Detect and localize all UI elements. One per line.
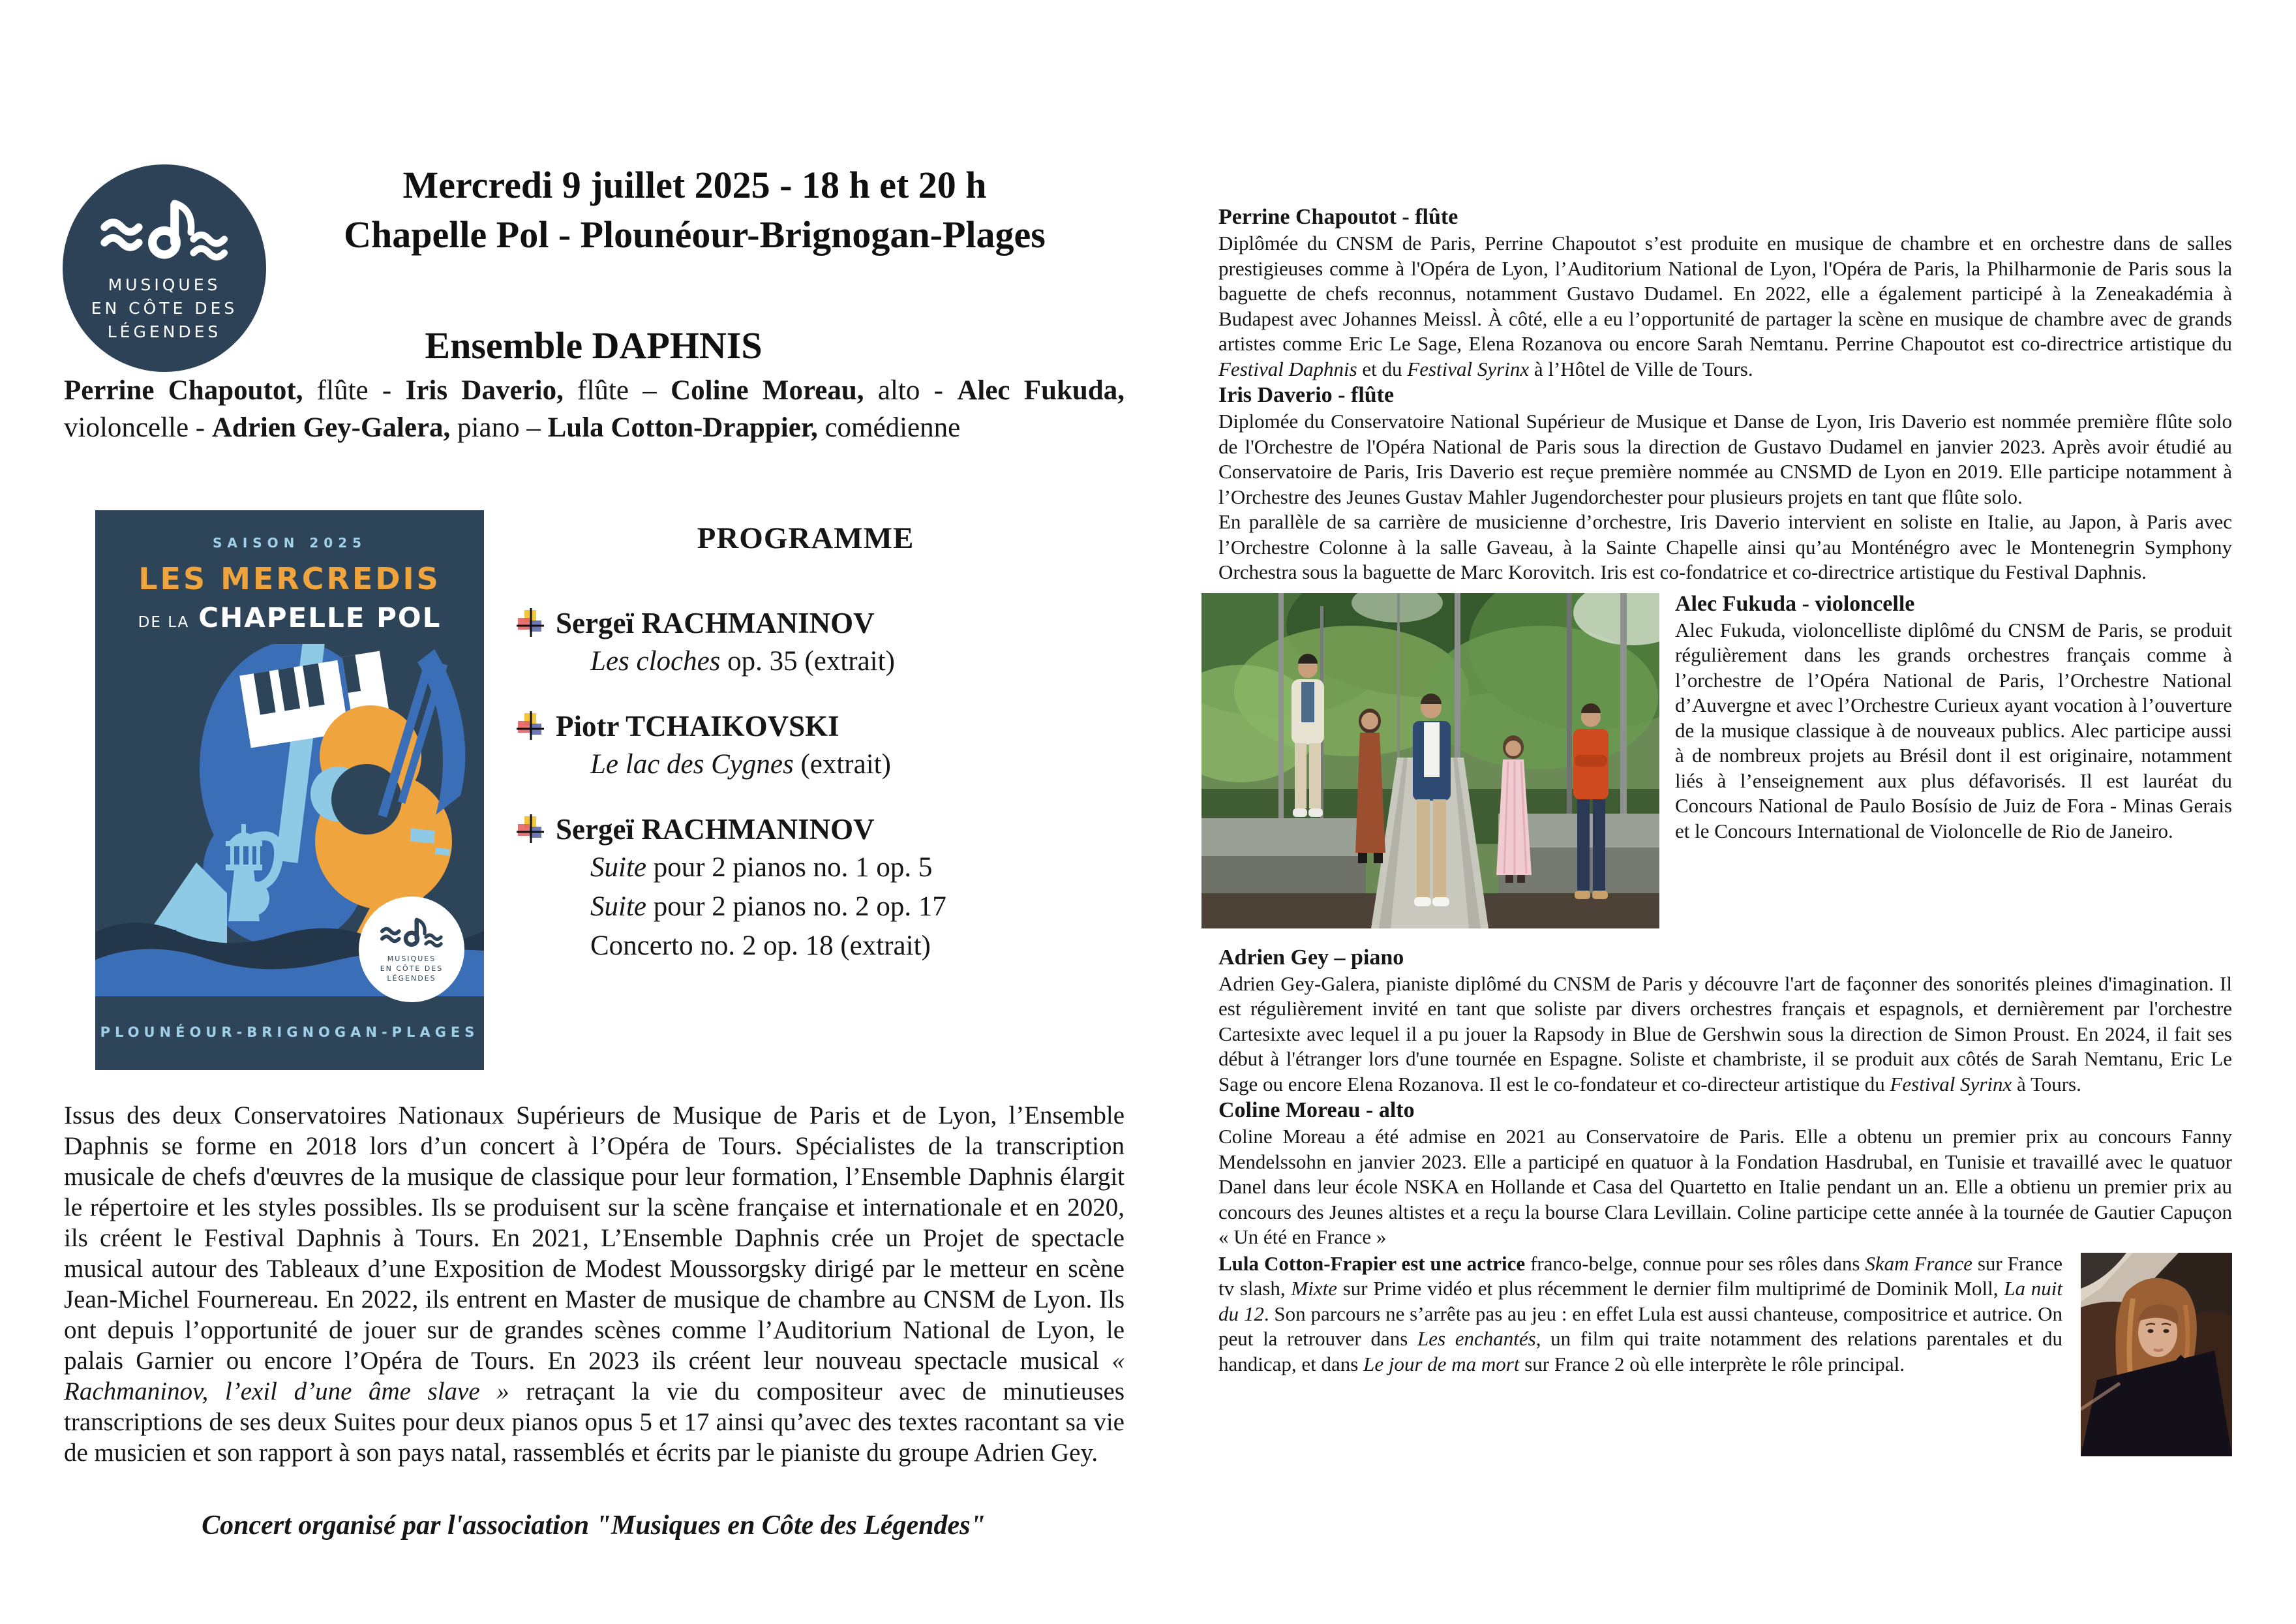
composer-name: Sergeï RACHMANINOV xyxy=(556,607,875,639)
poster-logo-badge xyxy=(359,896,464,1002)
poster-footer-town: PLOUNÉOUR-BRIGNOGAN-PLAGES xyxy=(100,1024,479,1040)
bio-perrine-text: Diplômée du CNSM de Paris, Perrine Chapoutot s’est produite en musique de chambre et en orchestre dans de salles prestigieuses comme à l'Opéra de Lyon, l’Auditorium National de Lyon, l'Opéra de Paris, la Philharmonie de Paris sous la baguette de chefs reconnus, notamment Gustavo Dudamel. En 2022, elle a également participé à la Zeneakadémia à Budapest avec Johannes Meissl. À côté, elle a eu l’opportunité de partager la scène en musique de chambre avec de grands artistes comme Eric Le Sage, Elena Rozanova ou encore Sarah Nemtanu. Perrine Chapoutot est co-directrice artistique du Festival Daphnis et du Festival Syrinx à l’Hôtel de Ville de Tours. xyxy=(1218,232,2232,380)
about-paragraph: Issus des deux Conservatoires Nationaux Supérieurs de Musique de Paris et de Lyon, l’Ensemble Daphnis se forme en 2018 lors d’un concert à l’Opéra de Tours. Spécialistes de la transcription musicale de chefs d'œuvres de la musique de classique pour leur formation, l’Ensemble Daphnis élargit le répertoire et les styles possibles. Ils se produisent sur la scène française et internationale et en 2020, ils créent le Festival Daphnis à Tours. En 2021, L’Ensemble Daphnis crée un Projet de spectacle musical autour des Tableaux d’une Exposition de Modest Moussorgsky dirigé par le metteur en scène Jean-Michel Fournereau. En 2022, ils entrent en Master de musique de chambre au CNSM de Lyon. Ils ont depuis l’opportunité de jouer sur de grandes scènes comme l’Auditorium National de Lyon, le palais Garnier ou encore l’Opéra de Tours. En 2023 ils créent leur nouveau spectacle musical « Rachmaninov, l’exil d’une âme slave » retraçant la vie du compositeur avec de minutieuses transcriptions de ses deux Suites pour deux pianos opus 5 et 17 ainsi qu’avec des textes racontant sa vie de musicien et son rapport à son pays natal, rassemblés et écrits par le pianiste du groupe Adrien Gey. xyxy=(64,1101,1125,1467)
bio-alec-text: Alec Fukuda, violoncelliste diplômé du CNSM de Paris, se produit régulièrement dans les grands orchestres français comme à l’orchestre de l’Opéra National de Paris, l’Orchestre National d’Auvergne et avec l’Orchestre Curieux ayant vocation à l’ouverture de la musique classique à de nouveaux publics. Alec participe aussi à de nombreux projets au Brésil dont il est originaire, notamment liés à l’enseignement aux plus défavorisés. Il est lauréat du Concours National de Paulo Bosísio de Juiz de Fora - Minas Gerais et le Concours International de Violoncelle de Rio de Janeiro. xyxy=(1675,618,2232,842)
composer-line xyxy=(515,810,1128,848)
photo-and-alec-row xyxy=(1218,590,2232,944)
event-venue-line: Chapelle Pol - Plounéour-Brignogan-Plages xyxy=(344,213,1046,256)
poster-title-chapelle-pol: CHAPELLE POL xyxy=(198,602,442,634)
poster-title-line1: LES MERCREDIS xyxy=(138,561,441,596)
credit-line: Concert organisé par l'association "Musiques en Côte des Légendes" xyxy=(202,1510,986,1540)
programme-heading: PROGRAMME xyxy=(697,521,914,555)
colored-squares-bullet-icon xyxy=(515,814,545,844)
bio-lula-section xyxy=(1218,1251,2232,1377)
event-header xyxy=(261,161,1128,260)
bio-iris-text: Diplomée du Conservatoire National Supérieur de Musique et Danse de Lyon, Iris Daverio est nommée première flûte solo de l'Orchestre de l'Opéra National de Paris sous la direction de Gustavo Dudamel en janvier 2023. Après avoir étudié au Conservatoire de Paris, Iris Daverio est reçue première nommée au CNSMD de Lyon en 2019. Elle participe notamment à l’Orchestre des Jeunes Gustav Mahler Jugendorchester pour plusieurs projets en tant que flûte solo. xyxy=(1218,410,2232,508)
programme-list xyxy=(515,604,1128,992)
bio-perrine-heading: Perrine Chapoutot - flûte xyxy=(1218,205,1458,229)
bio-adrien-text: Adrien Gey-Galera, pianiste diplômé du CNSM de Paris y découvre l'art de façonner des sonorités pleines d'imagination. Il est régulièrement invité en tant que soliste par divers orchestres français et espagnols, et dernièrement par l'orchestre Cartesixte avec lequel il a pu jouer la Rapsody in Blue de Gershwin sous la direction de Simon Proust. En 2024, il fait ses début à l'étranger lors d'une tournée en Espagne. Soliste et chambriste, il se produit aux côtés de Sarah Nemtanu, Eric Le Sage ou encore Elena Rozanova. Il est le co-fondateur et co-directeur artistique du Festival Syrinx à Tours. xyxy=(1218,972,2232,1095)
work-line: Suite pour 2 pianos no. 2 op. 17 xyxy=(590,891,946,922)
ensemble-group-photo xyxy=(1201,593,1659,928)
colored-squares-bullet-icon xyxy=(515,711,545,741)
bios-column xyxy=(1218,204,2232,1456)
work-line: Le lac des Cygnes (extrait) xyxy=(590,749,891,780)
work-line: Suite pour 2 pianos no. 1 op. 5 xyxy=(590,852,933,883)
event-date-line: Mercredi 9 juillet 2025 - 18 h et 20 h xyxy=(402,164,987,206)
poster-season-label: SAISON 2025 xyxy=(212,535,367,551)
bio-alec-block xyxy=(1675,590,2232,844)
poster-title-de-la: DE LA xyxy=(138,614,190,631)
work-line: Les cloches op. 35 (extrait) xyxy=(590,646,895,677)
programme-item xyxy=(515,707,1128,784)
bio-iris-heading: Iris Daverio - flûte xyxy=(1218,383,1395,407)
music-note-waves-icon xyxy=(96,196,233,273)
composer-name: Piotr TCHAIKOVSKI xyxy=(556,710,839,743)
poster-title-line2 xyxy=(95,602,484,634)
logo-text-line: LÉGENDES xyxy=(107,322,222,341)
music-note-waves-icon xyxy=(378,916,446,954)
lula-portrait-photo xyxy=(2081,1253,2232,1456)
bio-adrien-heading: Adrien Gey – piano xyxy=(1218,945,1404,970)
badge-text-line: EN CÔTE DES xyxy=(380,964,444,973)
bio-iris-text: En parallèle de sa carrière de musicienne d’orchestre, Iris Daverio intervient en soliste en Italie, au Japon, à Paris avec l’Orchestre Colonne à la salle Gaveau, à la Sainte Chapelle ainsi qu’au Monténégro avec le Montenegrin Symphony Orchestra sous la baguette de Marc Korovitch. Iris est co-fondatrice et co-directrice artistique du Festival Daphnis. xyxy=(1218,510,2232,583)
bio-coline-heading: Coline Moreau - alto xyxy=(1218,1098,1415,1122)
bio-lula-text: Lula Cotton-Frapier est une actrice franco-belge, connue pour ses rôles dans Skam France sur France tv slash, Mixte sur Prime vidéo et plus récemment le dernier film multiprimé de Dominik Moll, La nuit du 12. Son parcours ne s’arrête pas au jeu : en effet Lula est aussi chanteuse, compositrice et autrice. On peut la retrouver dans Les enchantés, un film qui traite notamment des relations parentales et du handicap, et dans Le jour de ma mort sur France 2 où elle interprète le rôle principal. xyxy=(1218,1251,2063,1375)
programme-item xyxy=(515,810,1128,966)
logo-text-line: EN CÔTE DES xyxy=(91,299,238,318)
work-line: Concerto no. 2 op. 18 (extrait) xyxy=(590,930,931,961)
badge-text-line: MUSIQUES xyxy=(387,954,436,963)
bio-coline-text: Coline Moreau a été admise en 2021 au Conservatoire de Paris. Elle a obtenu un premier prix au concours Fanny Mendelssohn en janvier 2023. Elle a participé en quatuor à la Fondation Hasdrubal, en Tunisie et travaillé avec le quatuor Danel dans leur école NSKA en Hollande et Casa del Quartetto en Italie pendant un an. Elle a obtienu un premier prix au concours des Jeunes altistes et a reçu la bourse Clara Levillain. Coline participe cette année à la tournée de Gautier Capuçon « Un été en France » xyxy=(1218,1125,2232,1248)
members-line: Perrine Chapoutot, flûte - Iris Daverio, flûte – Coline Moreau, alto - Alec Fukuda, violoncelle - Adrien Gey-Galera, piano – Lula Cotton-Drappier, comédienne xyxy=(64,375,1125,443)
composer-line xyxy=(515,707,1128,745)
bio-alec-heading: Alec Fukuda - violoncelle xyxy=(1675,591,1915,616)
badge-text-line: LÉGENDES xyxy=(387,973,436,983)
season-poster xyxy=(95,510,484,1070)
programme-item xyxy=(515,604,1128,681)
ensemble-title: Ensemble DAPHNIS xyxy=(425,324,763,367)
colored-squares-bullet-icon xyxy=(515,608,545,638)
composer-line xyxy=(515,604,1128,642)
logo-text-line: MUSIQUES xyxy=(108,275,221,294)
composer-name: Sergeï RACHMANINOV xyxy=(556,813,875,846)
